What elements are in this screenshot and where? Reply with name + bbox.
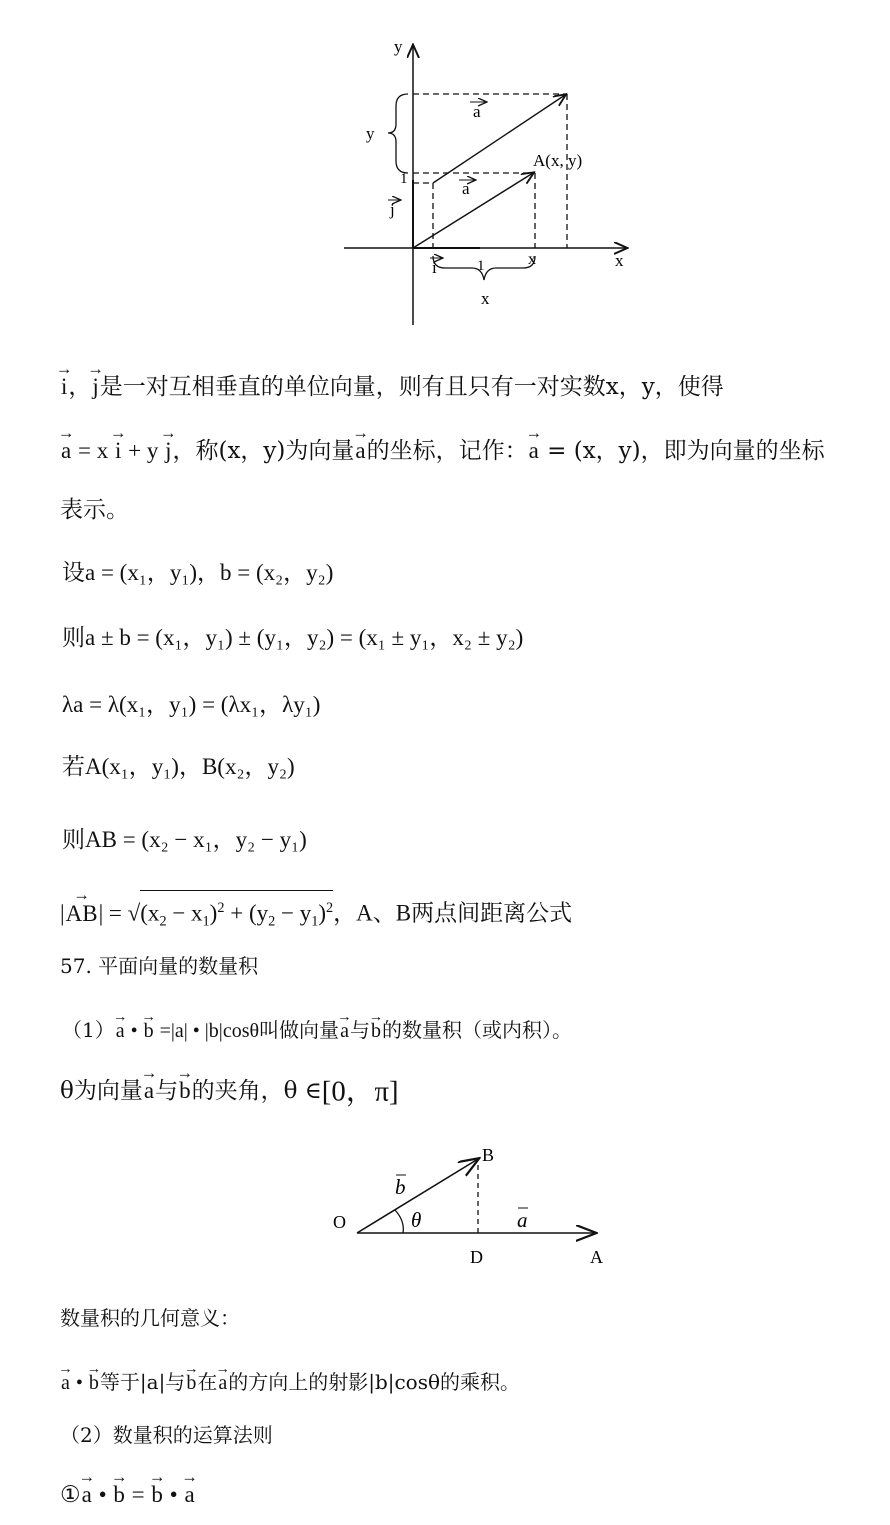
point-A-label: A(x, y) bbox=[533, 151, 583, 170]
dot-product-definition: （1）→ a • → b =|a| • |b|cosθ叫做向量→ a与→ b的数量积（或内积）。 bbox=[62, 1014, 572, 1043]
angle-definition: θ为向量→ a与→ b的夹角，θ ∈[0，π] bbox=[60, 1076, 399, 1106]
x-axis-label: x bbox=[615, 251, 624, 270]
formula-set-vectors: 设a = (x₁，y₁)，b = (x₂，y₂) bbox=[62, 560, 334, 585]
label-A: A bbox=[590, 1247, 603, 1267]
unit-1-x-label: 1 bbox=[477, 258, 485, 274]
coordinate-diagram bbox=[330, 30, 640, 330]
formula-vector-ab: 则AB = (x₂ − x₁，y₂ − y₁) bbox=[62, 827, 307, 852]
label-O: O bbox=[333, 1212, 346, 1232]
vector-a-origin bbox=[413, 173, 533, 248]
i-label: i bbox=[432, 258, 437, 277]
line-unit-vectors: → i，→ j是一对互相垂直的单位向量，则有且只有一对实数x，y，使得 bbox=[60, 372, 724, 402]
geometric-meaning-line: → a • → b等于|a|与→ b在→ a的方向上的射影|b|cosθ的乘积。 bbox=[60, 1366, 520, 1395]
a-label-bottom: a bbox=[462, 179, 470, 198]
label-vec-a: a bbox=[517, 1208, 528, 1232]
formula-distance: |→ $AB| = √(x_2 - x_1)^2 + (y_2 - y_1)^2$，A、B两点间距离公式 bbox=[60, 890, 572, 937]
geometric-meaning-title: 数量积的几何意义： bbox=[60, 1306, 240, 1330]
section-heading-57: 57. 平面向量的数量积 bbox=[60, 954, 259, 978]
y-brace bbox=[388, 94, 408, 173]
label-vec-b: b bbox=[395, 1175, 406, 1199]
a-label-top: a bbox=[473, 102, 481, 121]
y-brace-label: y bbox=[366, 124, 375, 143]
sqrt-expression: $√(x_2 - x_1)^2 + (y_2 - y_1)^2$ bbox=[128, 890, 334, 937]
x-brace-label: x bbox=[481, 289, 490, 308]
formula-scalar-multiple: λa = λ(x₁，y₁) = (λx₁，λy₁) bbox=[62, 692, 321, 717]
unit-1-y-label: 1 bbox=[400, 171, 408, 187]
formula-sum-difference: 则a ± b = (x₁，y₁) ± (y₁，y₂) = (x₁ ± y₁，x₂ ± y₂) bbox=[62, 625, 524, 650]
projection-diagram bbox=[325, 1135, 625, 1275]
line-representation: 表示。 bbox=[60, 497, 129, 523]
tick-x-label: x bbox=[528, 251, 536, 268]
label-B: B bbox=[482, 1145, 495, 1165]
line-coordinate-definition: → a = x → i + y → j，称(x，y)为向量→ a的坐标，记作：→ a = (x，y)，即为向量的坐标 bbox=[60, 436, 825, 466]
y-axis-label: y bbox=[394, 37, 403, 56]
angle-arc bbox=[395, 1210, 403, 1233]
j-label: j bbox=[390, 200, 395, 219]
operation-rules-heading: （2）数量积的运算法则 bbox=[60, 1423, 273, 1447]
rule-1: ①→ a • → b = → b • → a bbox=[60, 1480, 196, 1510]
label-theta: θ bbox=[411, 1208, 422, 1232]
formula-points: 若A(x₁，y₁)，B(x₂，y₂) bbox=[62, 754, 295, 779]
label-D: D bbox=[470, 1247, 483, 1267]
